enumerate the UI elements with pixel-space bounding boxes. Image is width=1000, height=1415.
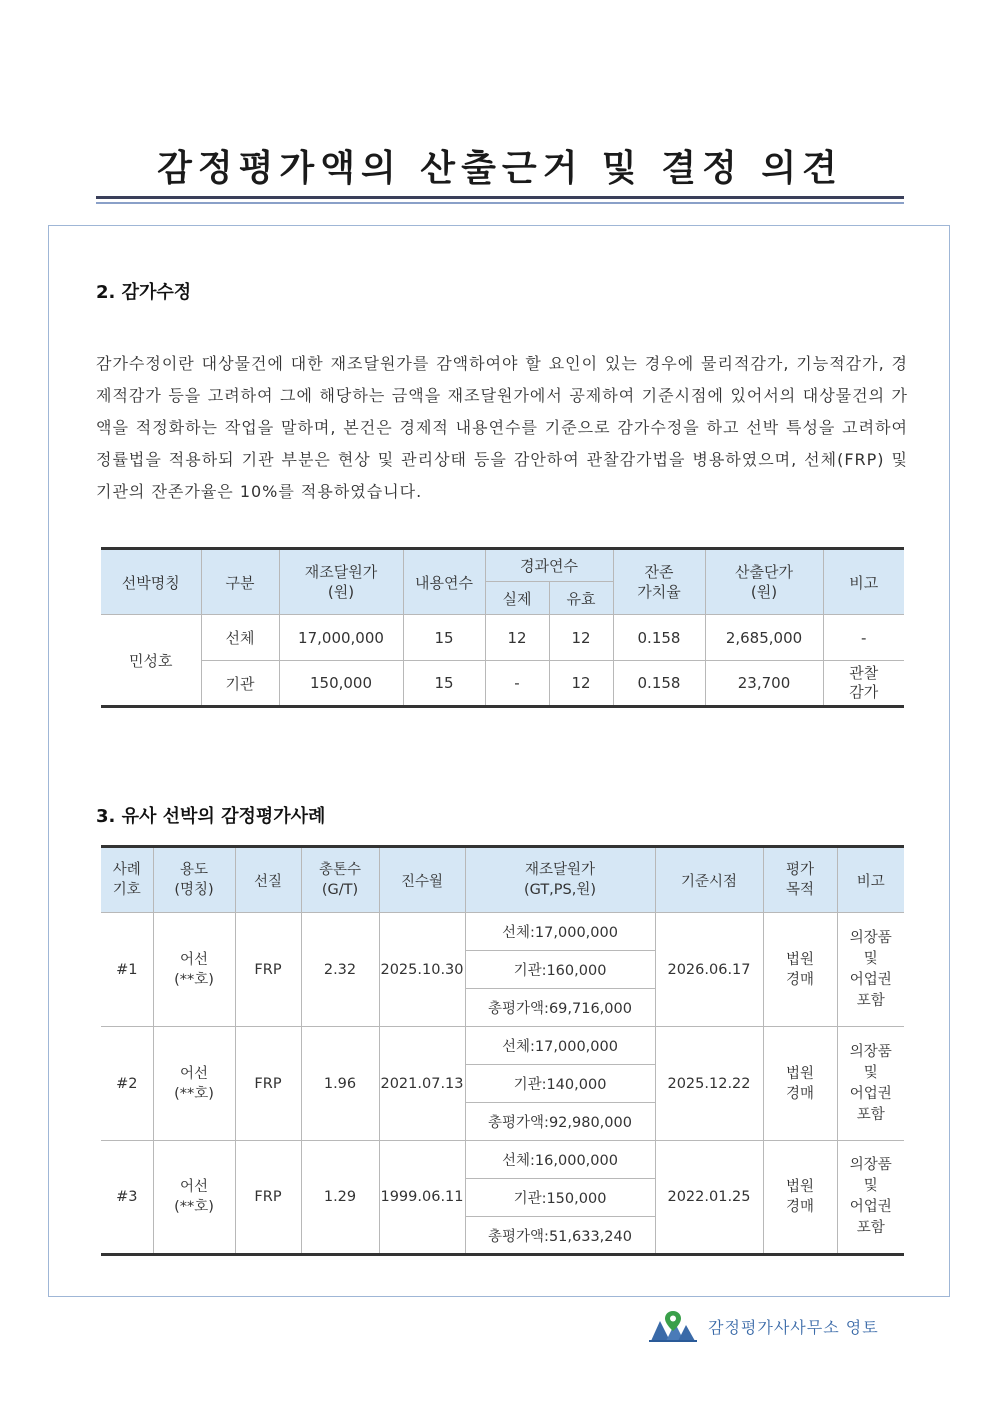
header-effective: 유효 [549, 582, 613, 615]
material-cell: FRP [235, 1141, 301, 1255]
case-no-cell: #3 [101, 1141, 153, 1255]
engine-cost-cell: 기관:150,000 [465, 1179, 655, 1217]
usage-cell: 어선 (**호) [153, 1141, 235, 1255]
replacement-cost-cell: 17,000,000 [279, 615, 403, 661]
usage-cell: 어선 (**호) [153, 1027, 235, 1141]
office-name: 감정평가사사무소 영토 [708, 1317, 879, 1337]
remarks-cell: 의장품 및 어업권 포함 [837, 1141, 904, 1255]
unit-price-cell: 23,700 [705, 661, 823, 707]
header-launch-date: 진수월 [379, 847, 465, 913]
engine-cost-cell: 기관:160,000 [465, 951, 655, 989]
material-cell: FRP [235, 913, 301, 1027]
useful-life-cell: 15 [403, 615, 485, 661]
category-cell: 선체 [201, 615, 279, 661]
remarks-cell: - [823, 615, 904, 661]
header-category: 구분 [201, 549, 279, 615]
header-purpose: 평가 목적 [763, 847, 837, 913]
effective-cell: 12 [549, 615, 613, 661]
header-ship-name: 선박명칭 [101, 549, 201, 615]
table-row [101, 615, 904, 661]
remarks-cell: 의장품 및 어업권 포함 [837, 913, 904, 1027]
depreciation-table [101, 547, 904, 708]
residual-rate-cell: 0.158 [613, 661, 705, 707]
case-no-cell: #2 [101, 1027, 153, 1141]
title-rule-dark [96, 196, 904, 199]
total-value-cell: 총평가액:92,980,000 [465, 1103, 655, 1141]
base-date-cell: 2022.01.25 [655, 1141, 763, 1255]
header-useful-life: 내용연수 [403, 549, 485, 615]
base-date-cell: 2026.06.17 [655, 913, 763, 1027]
ship-name-cell: 민성호 [101, 615, 201, 707]
useful-life-cell: 15 [403, 661, 485, 707]
table-row [101, 661, 904, 707]
footer [648, 1308, 879, 1344]
hull-cost-cell: 선체:16,000,000 [465, 1141, 655, 1179]
title-rule-light [96, 202, 904, 204]
header-actual: 실제 [485, 582, 549, 615]
hull-cost-cell: 선체:17,000,000 [465, 1027, 655, 1065]
replacement-cost-cell: 150,000 [279, 661, 403, 707]
tonnage-cell: 1.29 [301, 1141, 379, 1255]
map-pin-logo-icon [648, 1309, 698, 1343]
remarks-cell: 의장품 및 어업권 포함 [837, 1027, 904, 1141]
tonnage-cell: 1.96 [301, 1027, 379, 1141]
residual-rate-cell: 0.158 [613, 615, 705, 661]
material-cell: FRP [235, 1027, 301, 1141]
total-value-cell: 총평가액:69,716,000 [465, 989, 655, 1027]
purpose-cell: 법원 경매 [763, 1027, 837, 1141]
usage-cell: 어선 (**호) [153, 913, 235, 1027]
launch-date-cell: 2025.10.30 [379, 913, 465, 1027]
purpose-cell: 법원 경매 [763, 1141, 837, 1255]
base-date-cell: 2025.12.22 [655, 1027, 763, 1141]
hull-cost-cell: 선체:17,000,000 [465, 913, 655, 951]
header-usage: 용도 (명칭) [153, 847, 235, 913]
page-title: 감정평가액의 산출근거 및 결정 의견 [157, 148, 843, 189]
tonnage-cell: 2.32 [301, 913, 379, 1027]
header-residual-rate: 잔존 가치율 [613, 549, 705, 615]
unit-price-cell: 2,685,000 [705, 615, 823, 661]
header-unit-price: 산출단가 (원) [705, 549, 823, 615]
header-replacement-cost: 재조달원가 (원) [279, 549, 403, 615]
remarks-cell: 관찰 감가 [823, 661, 904, 707]
launch-date-cell: 2021.07.13 [379, 1027, 465, 1141]
header-remarks: 비고 [837, 847, 904, 913]
header-replacement-cost: 재조달원가 (GT,PS,원) [465, 847, 655, 913]
actual-cell: 12 [485, 615, 549, 661]
header-tonnage: 총톤수 (G/T) [301, 847, 379, 913]
section-3-heading: 3. 유사 선박의 감정평가사례 [96, 806, 326, 827]
header-case-no: 사례 기호 [101, 847, 153, 913]
case-no-cell: #1 [101, 913, 153, 1027]
purpose-cell: 법원 경매 [763, 913, 837, 1027]
header-material: 선질 [235, 847, 301, 913]
engine-cost-cell: 기관:140,000 [465, 1065, 655, 1103]
header-elapsed-years: 경과연수 [485, 549, 613, 582]
table-row [101, 1027, 904, 1065]
comparable-cases-table [101, 845, 904, 1256]
actual-cell: - [485, 661, 549, 707]
header-base-date: 기준시점 [655, 847, 763, 913]
table-row [101, 913, 904, 951]
section-2-paragraph: 감가수정이란 대상물건에 대한 재조달원가를 감액하여야 할 요인이 있는 경우에 물리적감가, 기능적감가, 경제적감가 등을 고려하여 그에 해당하는 금액을 재조달원가에서 공제하여 기준시점에 있어서의 대상물건의 가액을 적정화하는 작업을 말하며, 본건은 경제적 내용연수를 기준으로 감가수정을 하고 선박 특성을 고려하여 정률법을 적용하되 기관 부분은 현상 및 관리상태 등을 감안하여 관찰감가법을 병용하였으며, 선체(FRP) 및 기관의 잔존가율은 10%를 적용하였습니다. [96, 354, 908, 501]
launch-date-cell: 1999.06.11 [379, 1141, 465, 1255]
table-row [101, 1141, 904, 1179]
total-value-cell: 총평가액:51,633,240 [465, 1217, 655, 1255]
effective-cell: 12 [549, 661, 613, 707]
header-remarks: 비고 [823, 549, 904, 615]
category-cell: 기관 [201, 661, 279, 707]
section-2-heading: 2. 감가수정 [96, 282, 192, 303]
